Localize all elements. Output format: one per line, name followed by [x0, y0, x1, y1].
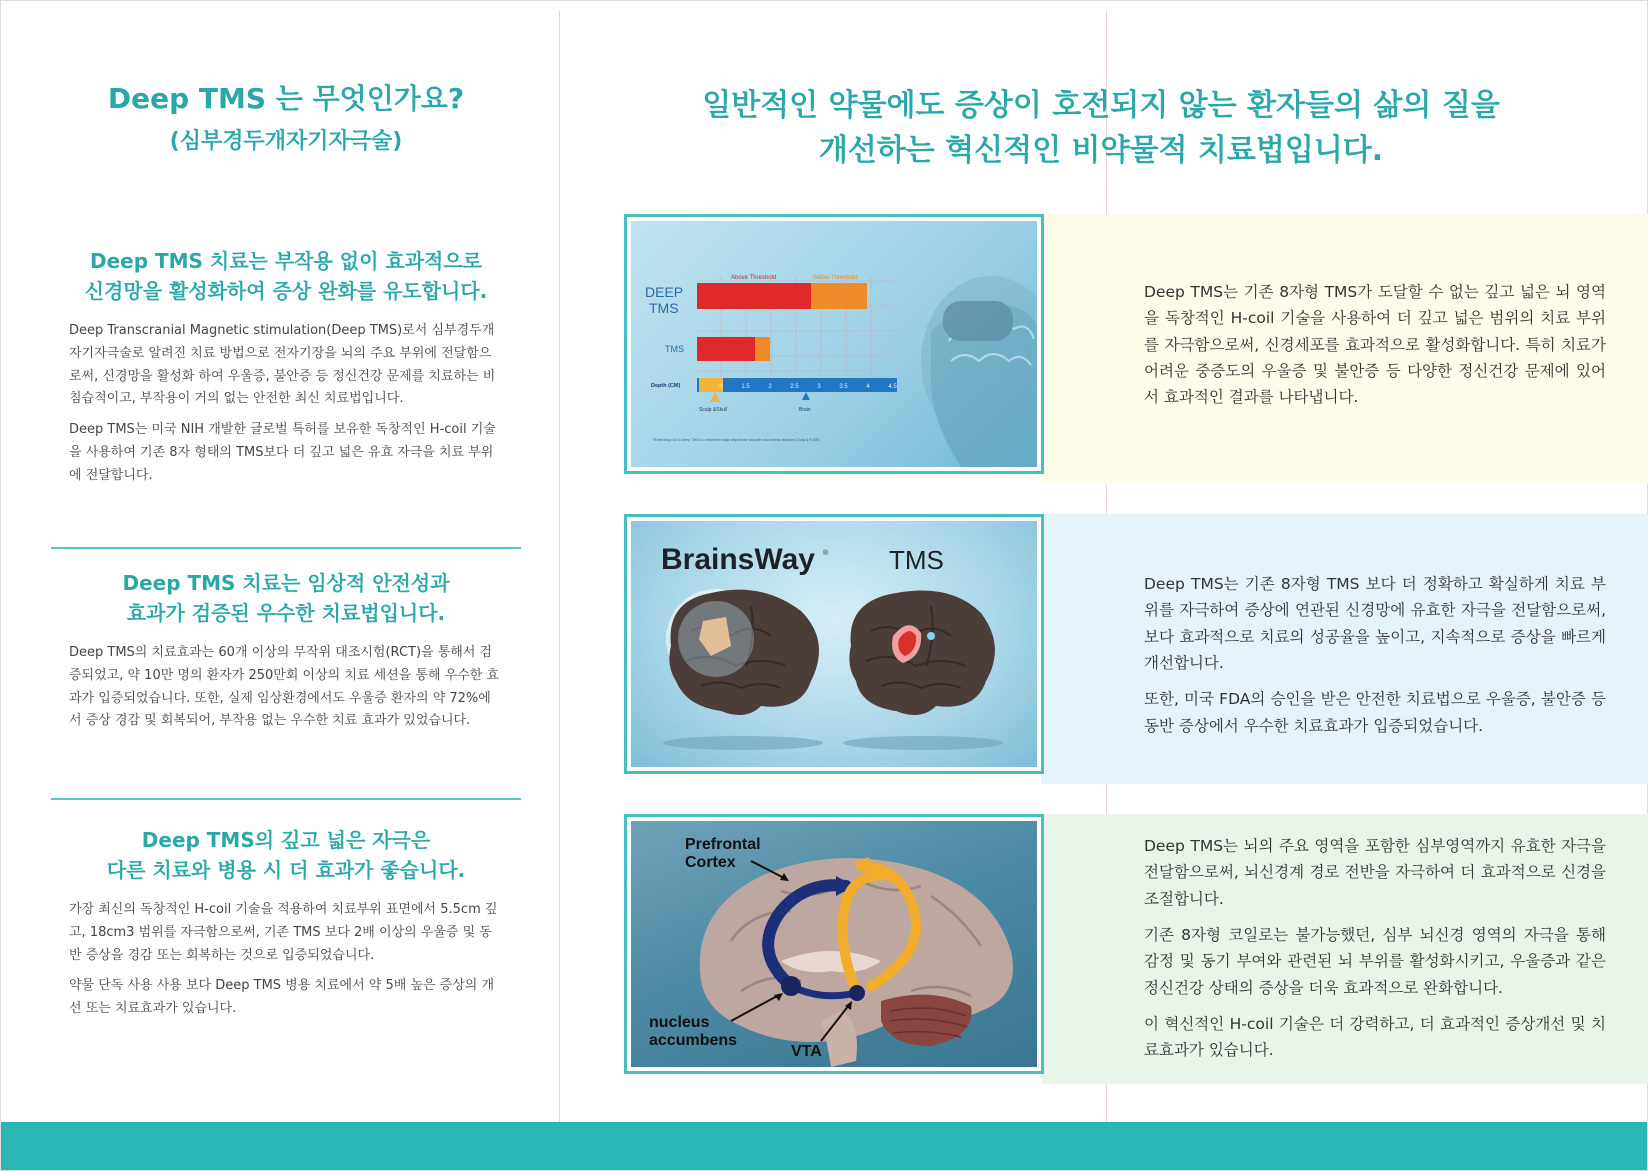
section-paragraph: Deep TMS의 치료효과는 60개 이상의 무작위 대조시험(RCT)을 통해서 검증되었고, 약 10만 명의 환자가 250만회 이상의 치료 세션을 통해 우수한 효과가 입증되었습니다. 또한, 실제 임상환경에서도 우울증 환자의 약 72%에서 증상 경감 및 회복되어, 부작용 없는 우수한 치료 효과가 있었습니다. [69, 645, 500, 729]
scalp-pointer [710, 392, 720, 402]
pathway-figure-svg [631, 821, 1037, 1067]
section-paragraph: Deep TMS는 미국 NIH 개발한 글로벌 특허를 보유한 독창적인 H-coil 기술을 사용하여 기존 8자 형태의 TMS보다 더 깊고 넓은 유효 자극을 치료 부위에 전달합니다. [69, 422, 496, 483]
brainsway-logo: BrainsWay [661, 543, 815, 576]
brain-pointer [802, 392, 810, 400]
depth-tick-label: 1.5 [741, 384, 750, 390]
brain-label: Brain [799, 407, 811, 413]
section-side-effects [51, 246, 521, 495]
section-heading-line: Deep TMS의 깊고 넓은 자극은 [141, 828, 431, 852]
description-3 [1144, 833, 1606, 1074]
description-paragraph: Deep TMS는 기존 8자형 TMS 보다 더 정확하고 확실하게 치료 부위를 자극하여 증상에 연관된 신경망에 유효한 자극을 전달함으로써, 보다 효과적으로 치료의 성공율을 높이고, 지속적으로 증상을 빠르게 개선합니다. [1144, 575, 1606, 673]
section-heading-line: Deep TMS 치료는 임상적 안전성과 [122, 571, 450, 595]
nucleus-accumbens-node [781, 976, 801, 996]
description-1 [1144, 279, 1606, 421]
nucleus-label: nucleus [649, 1014, 710, 1031]
depth-tick-label: 3.5 [839, 384, 848, 390]
section-paragraph: 가장 최신의 독창적인 H-coil 기술을 적용하여 치료부위 표면에서 5.5cm 깊고, 18cm3 범위를 자극함으로써, 기존 TMS 보다 2배 이상의 우울증 및 동반 증상을 경감 또는 회복하는 것으로 입증되었습니다. [69, 902, 498, 963]
depth-tick-label: 2.5 [790, 384, 799, 390]
section-heading [51, 568, 521, 628]
section-heading-line: 다른 치료와 병용 시 더 효과가 좋습니다. [106, 858, 466, 882]
description-paragraph: Deep TMS는 뇌의 주요 영역을 포함한 심부영역까지 유효한 자극을 전달함으로써, 뇌신경계 경로 전반을 자극하여 더 효과적으로 신경을 조절합니다. [1144, 837, 1606, 908]
left-title: Deep TMS 는 무엇인가요? [107, 82, 465, 115]
section-clinical-safety [51, 568, 521, 741]
section-heading [51, 825, 521, 885]
chart-footnote: *Extending Coil to Deep TMS is a treatment major depressive disorder and anxiety disorder (Craig & FUSE) [653, 438, 820, 442]
left-header [51, 81, 521, 155]
tms-label: TMS [665, 344, 684, 354]
vta-label: VTA [791, 1043, 822, 1060]
cortex-label: Cortex [685, 854, 736, 871]
accumbens-label: accumbens [649, 1032, 738, 1049]
prefrontal-label: Prefrontal [685, 836, 761, 853]
tms-above-bar [697, 337, 755, 361]
section-body [51, 642, 521, 733]
section-heading-line: 신경망을 활성화하여 증상 완화를 유도합니다. [84, 279, 488, 303]
section-body [51, 899, 521, 1021]
section-divider [51, 798, 521, 800]
depth-tick-label: 2 [768, 384, 772, 390]
depth-tick-label: 3 [817, 384, 821, 390]
tms-title: TMS [889, 545, 944, 575]
description-paragraph: Deep TMS는 기존 8자형 TMS가 도달할 수 없는 깊고 넓은 뇌 영역을 독창적인 H-coil 기술을 사용하여 더 깊고 넓은 범위의 치료 부위를 자극함으로써, 신경세포를 효과적으로 활성화합니다. 특히 치료가 어려운 중증도의 우울증 및 불안증 등 다양한 정신건강 문제에 있어서 효과적인 결과를 나타냅니다. [1144, 283, 1606, 407]
depth-tick-label: 0 [719, 384, 723, 390]
depth-chart-svg [631, 221, 1037, 467]
main-title [631, 83, 1571, 173]
deep-tms-label-2: TMS [649, 300, 679, 316]
depth-tick-label: 4 [866, 384, 870, 390]
section-heading [51, 246, 521, 306]
section-body [51, 320, 521, 487]
tms-brain [849, 591, 995, 716]
deep-tms-below-bar [811, 283, 867, 309]
above-threshold-label: Above Threshold [731, 275, 777, 281]
depth-tick-label: 4.5 [888, 384, 897, 390]
vta-node [849, 985, 865, 1001]
description-paragraph: 또한, 미국 FDA의 승인을 받은 안전한 치료법으로 우울증, 불안증 등 동반 증상에서 우수한 치료효과가 입증되었습니다. [1144, 690, 1606, 735]
brainsway-registered-mark: ® [823, 550, 829, 557]
description-2 [1144, 571, 1606, 749]
fold-line-left [559, 11, 560, 1122]
main-title-line: 개선하는 혁신적인 비약물적 치료법입니다. [818, 133, 1384, 168]
below-threshold-label: Below Threshold [813, 275, 858, 281]
description-paragraph: 이 혁신적인 H-coil 기술은 더 강력하고, 더 효과적인 증상개선 및 치료효과가 있습니다. [1144, 1015, 1606, 1060]
section-heading-line: Deep TMS 치료는 부작용 없이 효과적으로 [90, 249, 482, 273]
section-combination [51, 825, 521, 1029]
section-paragraph: 약물 단독 사용 사용 보다 Deep TMS 병용 치료에서 약 5배 높은 증상의 개선 또는 치료효과가 있습니다. [69, 978, 495, 1016]
tms-below-bar [755, 337, 770, 361]
depth-label: Depth (CM) [651, 383, 681, 389]
figure-reward-pathway [624, 814, 1044, 1074]
scalp-label: Scalp &Skull [699, 407, 728, 413]
description-paragraph: 기존 8자형 코일로는 불가능했던, 심부 뇌신경 영역의 자극을 통해 감정 및 동기 부여와 관련된 뇌 부위를 활성화시키고, 우울증과 같은 정신건강 상태의 증상을 더욱 효과적으로 완화합니다. [1144, 926, 1606, 997]
section-divider [51, 547, 521, 549]
figure-depth-comparison [624, 214, 1044, 474]
tms-coil-point [927, 632, 935, 640]
deep-tms-above-bar [697, 283, 811, 309]
left-subtitle: (심부경두개자기자극술) [169, 129, 403, 154]
deep-tms-label: DEEP [645, 284, 684, 300]
bottom-accent-bar [1, 1122, 1647, 1170]
section-paragraph: Deep Transcranial Magnetic stimulation(Deep TMS)로서 심부경두개자기자극술로 알려진 치료 방법으로 전자기장을 뇌의 주요 부위에 전달함으로써, 신경망을 활성화 하여 우울증, 불안증 등 정신건강 문제를 치료하는 비침습적이고, 부작용이 거의 없는 안전한 최신 치료법입니다. [69, 323, 496, 407]
brains-figure-svg [631, 521, 1037, 767]
figure-brainsway-vs-tms [624, 514, 1044, 774]
section-heading-line: 효과가 검증된 우수한 치료법입니다. [126, 601, 446, 625]
main-title-line: 일반적인 약물에도 증상이 호전되지 않는 환자들의 삶의 질을 [702, 88, 1500, 123]
